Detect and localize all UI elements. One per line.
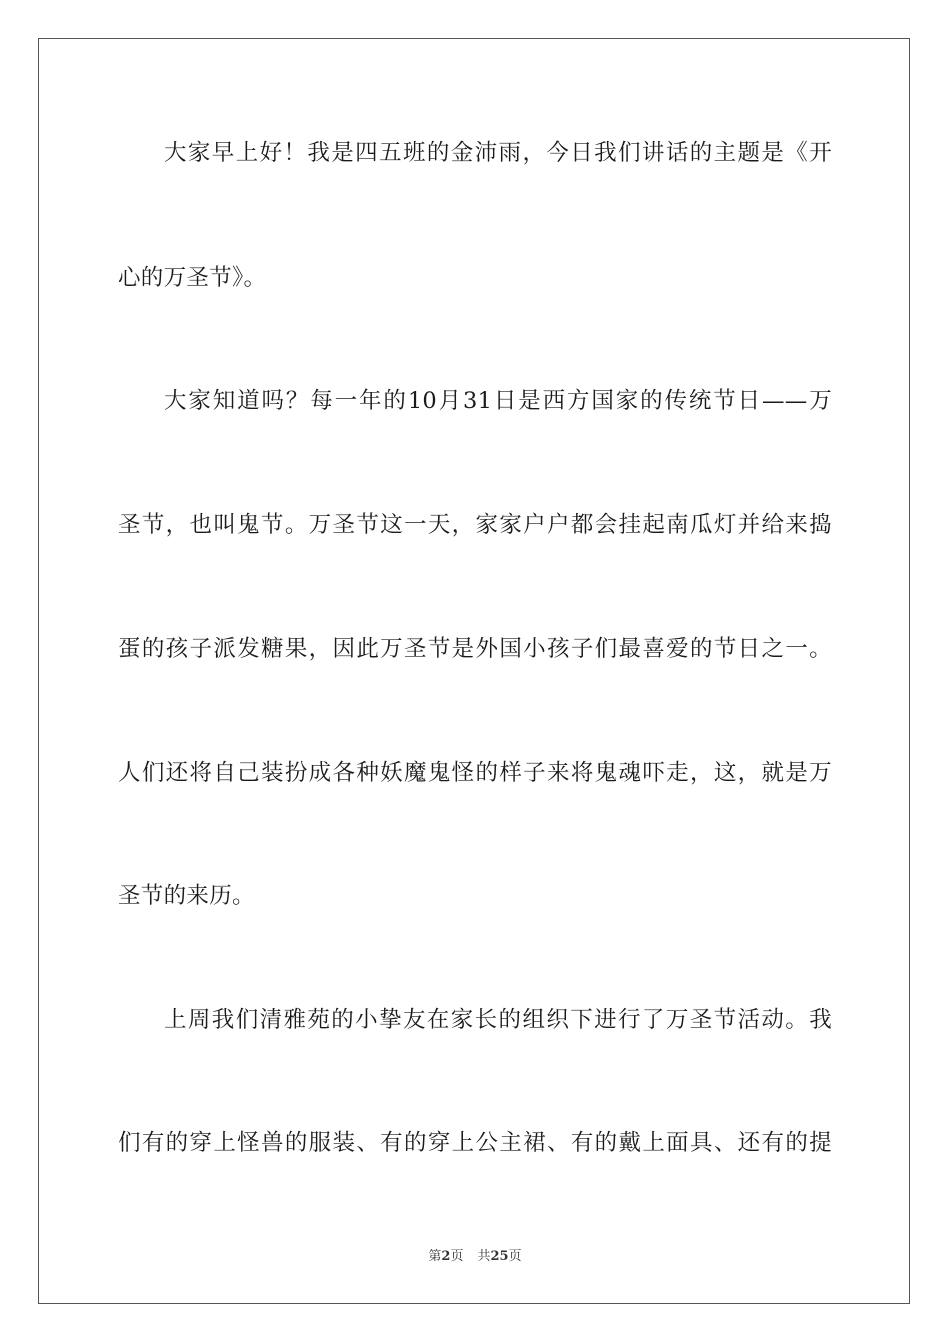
page-prefix: 第 (428, 1249, 442, 1264)
paragraph-2-line-5: 圣节的来历。 (118, 883, 255, 909)
paragraph-2-line-1: 大家知道吗？每一年的10月31日是西方国家的传统节日——万 (164, 388, 832, 414)
total-suffix: 页 (508, 1249, 522, 1264)
paragraph-2-line-2: 圣节，也叫鬼节。万圣节这一天，家家户户都会挂起南瓜灯并给来捣 (118, 512, 832, 538)
paragraph-2-line-4: 人们还将自己装扮成各种妖魔鬼怪的样子来将鬼魂吓走，这，就是万 (118, 760, 832, 786)
total-prefix: 共 (477, 1249, 491, 1264)
paragraph-3-line-1: 上周我们清雅苑的小挚友在家长的组织下进行了万圣节活动。我 (164, 1007, 832, 1033)
paragraph-1-line-1: 大家早上好！我是四五班的金沛雨，今日我们讲话的主题是《开 (164, 140, 832, 166)
paragraph-2-line-3: 蛋的孩子派发糖果，因此万圣节是外国小孩子们最喜爱的节日之一。 (118, 636, 832, 662)
paragraph-1-line-2: 心的万圣节》。 (118, 265, 267, 291)
page-border (38, 38, 910, 1304)
paragraph-3-line-2: 们有的穿上怪兽的服装、有的穿上公主裙、有的戴上面具、还有的提 (118, 1130, 832, 1156)
page-suffix: 页 (450, 1249, 464, 1264)
page-footer (0, 1248, 950, 1266)
total-pages: 25 (490, 1249, 509, 1264)
page-number: 2 (441, 1249, 451, 1264)
